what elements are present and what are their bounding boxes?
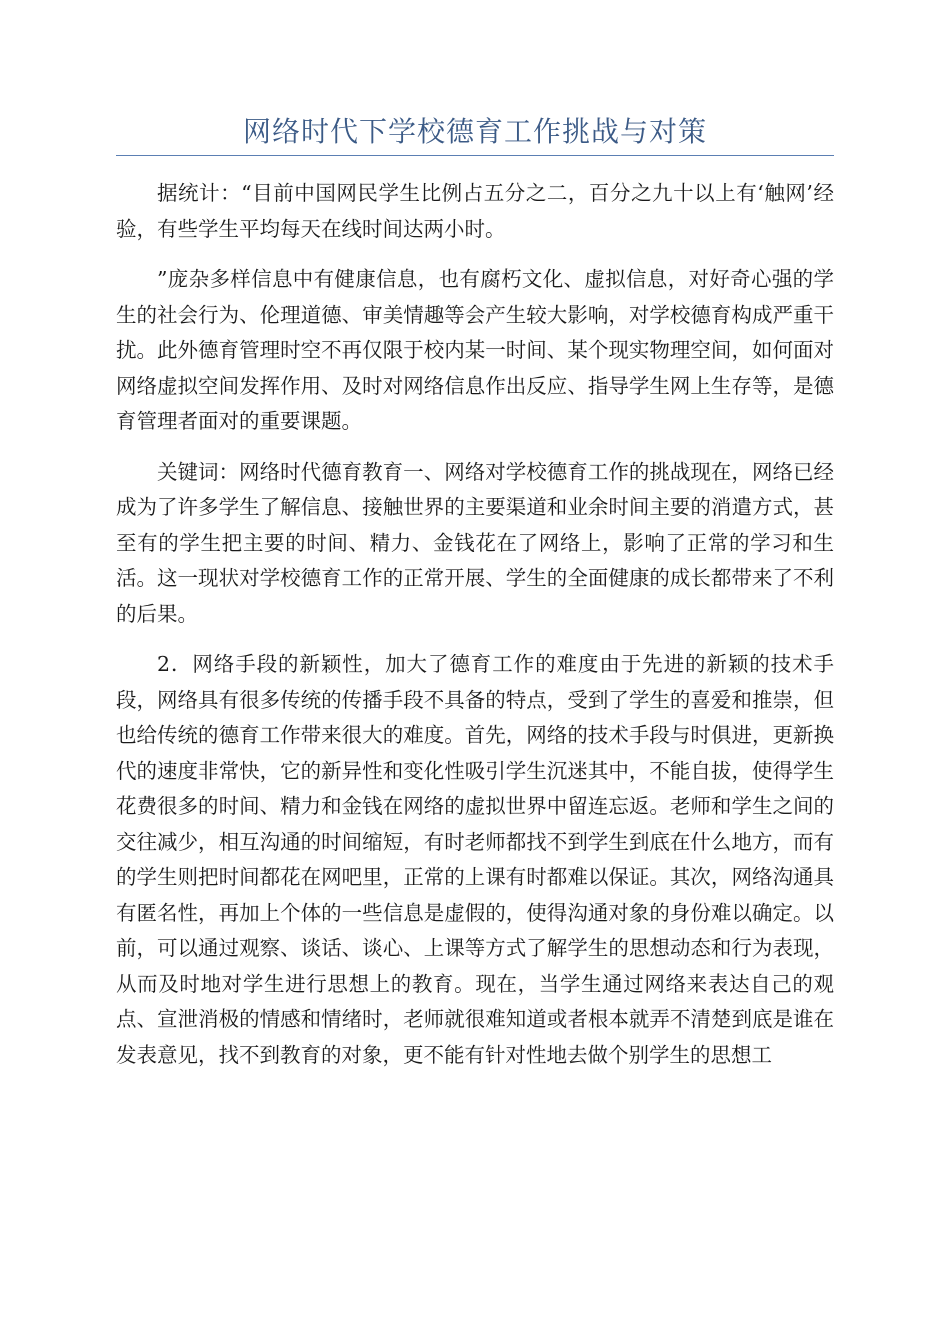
document-title: 网络时代下学校德育工作挑战与对策 [242, 115, 707, 148]
paragraph-keywords: 关键词：网络时代德育教育一、网络对学校德育工作的挑战现在，网络已经成为了许多学生了解信息、接触世界的主要渠道和业余时间主要的消遣方式，甚至有的学生把主要的时间、精力、金钱花在了网络上，影响了正常的学习和生活。这一现状对学校德育工作的正常开展、学生的全面健康的成长都带来了不利的后果。 [116, 459, 834, 626]
paragraph-statistics: 据统计：“目前中国网民学生比例占五分之二，百分之九十以上有‘触网’经验，有些学生平均每天在线时间达两小时。 [116, 181, 834, 241]
document-body [116, 176, 834, 1088]
paragraph-information-impact: ”庞杂多样信息中有健康信息，也有腐朽文化、虚拟信息，对好奇心强的学生的社会行为、伦理道德、审美情趣等会产生较大影响，对学校德育构成严重干扰。此外德育管理时空不再仅限于校内某一时间、某个现实物理空间，如何面对网络虚拟空间发挥作用、及时对网络信息作出反应、指导学生网上生存等，是德育管理者面对的重要课题。 [116, 267, 834, 433]
paragraph-section-2: 2．网络手段的新颖性，加大了德育工作的难度由于先进的新颖的技术手段，网络具有很多传统的传播手段不具备的特点，受到了学生的喜爱和推崇，但也给传统的德育工作带来很大的难度。首先，网络的技术手段与时俱进，更新换代的速度非常快，它的新异性和变化性吸引学生沉迷其中，不能自拔，使得学生花费很多的时间、精力和金钱在网络的虚拟世界中留连忘返。老师和学生之间的交往减少，相互沟通的时间缩短，有时老师都找不到学生到底在什么地方，而有的学生则把时间都花在网吧里，正常的上课有时都难以保证。其次，网络沟通具有匿名性，再加上个体的一些信息是虚假的，使得沟通对象的身份难以确定。以前，可以通过观察、谈话、谈心、上课等方式了解学生的思想动态和行为表现，从而及时地对学生进行思想上的教育。现在，当学生通过网络来表达自己的观点、宣泄消极的情感和情绪时，老师就很难知道或者根本就弄不清楚到底是谁在发表意见，找不到教育的对象，更不能有针对性地去做个别学生的思想工 [116, 652, 834, 1067]
title-underline [116, 155, 834, 156]
